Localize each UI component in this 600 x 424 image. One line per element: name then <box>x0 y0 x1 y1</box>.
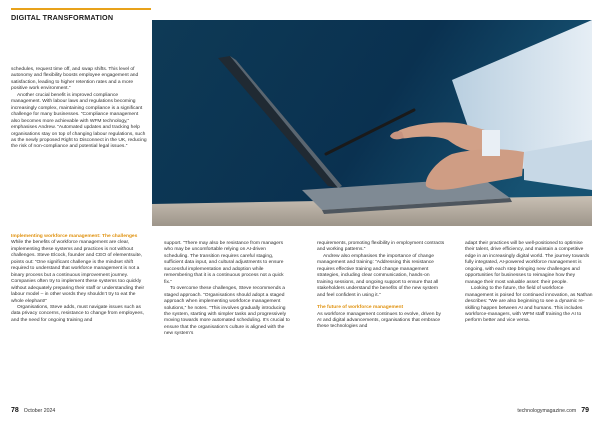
paragraph: Organisations, Steve adds, must navigate issues such as data privacy concerns, resistance to change from employees, and the need for ongoing training and <box>11 304 144 323</box>
paragraph: Another crucial benefit is improved compliance management. With labour laws and regulations becoming increasingly complex, maintaining compliance is a significant challenge for many businesses. “Compliance management also becomes more achievable with WFM technology,” emphasises Andrew. “Automated updates and tracking help organisations stay on top of changing labour regulations, such as the newly proposed Right to Disconnect in the UK, reducing the risk of non-compliance and potential legal issues.” <box>11 92 147 150</box>
paragraph: adapt their practices will be well-positioned to optimise their talent, drive efficiency, and maintain a competitive edge in an increasingly digital world. The journey towards fully integrated, AI-powered workforce management is ongoing, with each step bringing new challenges and opportunities for businesses to reimagine how they manage their most valuable asset: their people. <box>465 241 590 285</box>
page-number-left: 78 <box>11 407 19 414</box>
paragraph: To overcome these challenges, Steve recommends a staged approach. “Organisations should adopt a staged approach when implementing workforce management solutions,” he notes. “This involves gradually introducing the system, starting with simpler tasks and progressively moving towards more automated scheduling. It’s crucial to ensure that the organisation’s culture is aligned with the new system’s <box>164 286 290 337</box>
column-1-bottom <box>11 234 147 324</box>
column-2 <box>164 241 292 338</box>
footer-left <box>11 407 55 414</box>
section-heading: Implementing workforce management: The challenges <box>11 234 138 239</box>
issue-date: October 2024 <box>23 408 56 414</box>
section-tag: DIGITAL TRANSFORMATION <box>11 8 151 22</box>
column-3 <box>317 241 445 331</box>
page-number-right: 79 <box>581 407 589 414</box>
laptop-hands-illustration <box>152 20 592 226</box>
column-4 <box>465 241 593 325</box>
site-url: technologymagazine.com <box>517 408 577 414</box>
paragraph: While the benefits of workforce management are clear, implementing these systems and practices is not without challenges. Steve Elcock, founder and CEO of elementsuite, points out: “One significant challenge is the mindset shift required to understand that workforce management is not a binary process but a continuous improvement journey. Companies often try to implement these systems too quickly without adequately preparing their staff or understanding their labour model – in other words they shouldn’t try to eat the whole elephant!” <box>11 240 145 304</box>
section-heading: The future of workforce management <box>317 305 404 311</box>
paragraph: Andrew also emphasises the importance of change management and training: “Addressing this resistance requires effective training and change management strategies, including clear communication, hands-on training sessions, and ongoing support to ensure that all stakeholders understand the benefits of the new system and feel confident in using it.” <box>317 253 439 298</box>
paragraph: Looking to the future, the field of workforce management is poised for continued innovation, as Nathan describes: “We are also beginning to see a dynamic re-skilling happen between AI and humans. This includes workforce-managers, with WFM staff training the AI to perform better and vice versa. <box>465 286 593 324</box>
article-photo <box>152 20 592 226</box>
footer-right <box>517 407 589 414</box>
paragraph: requirements, promoting flexibility in employment contracts and working patterns.” <box>317 241 445 253</box>
paragraph: As workforce management continues to evolve, driven by AI and digital advancements, organisations that embrace these technologies and <box>317 311 441 330</box>
column-1-top <box>11 67 147 151</box>
paragraph: schedules, request time off, and swap shifts. This level of autonomy and flexibility boosts employee engagement and satisfaction, leading to higher retention rates and a more positive work environment.” <box>11 67 139 92</box>
paragraph: support. “There may also be resistance from managers who may be uncomfortable relying on AI-driven scheduling. The transition requires careful staging, sufficient data input, and cultural adjustments to ensure successful implementation and adoption while remembering that it is a continuous process not a quick fix.” <box>164 241 284 285</box>
